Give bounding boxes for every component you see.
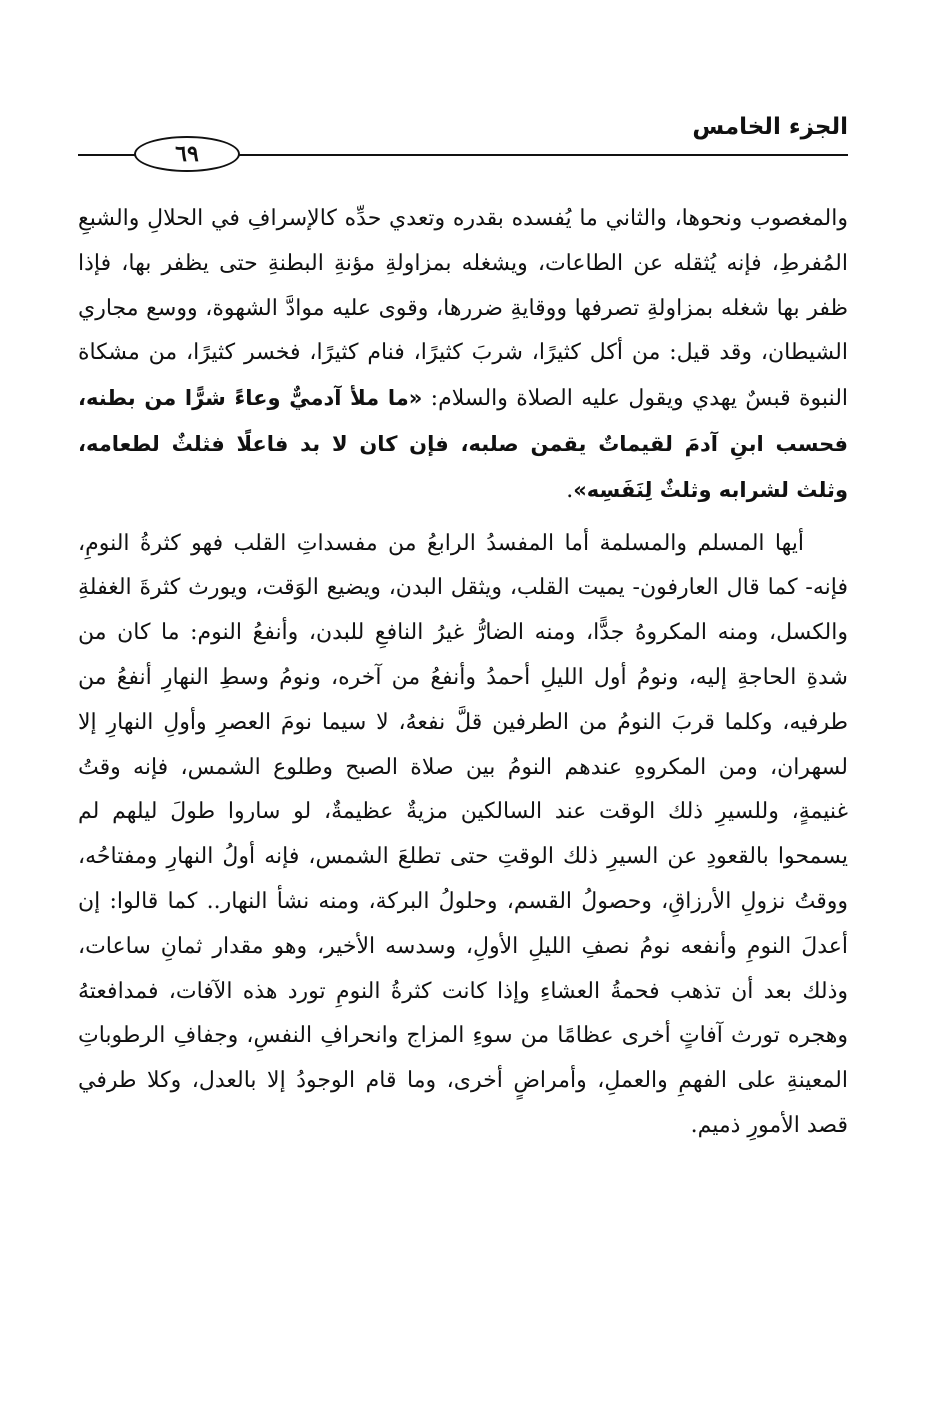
body-text [78,197,848,1149]
hadith-quote: «ما ملأ آدميٌّ وعاءً شرًّا من بطنه، فحسب ابنِ آدمَ لقيماتٌ يقمن صلبه، فإن كان لا بد فاعلًا فثلثٌ لطعامه، وثلث لشرابه وثلثٌ لِنَفَسِه» [78,386,848,502]
running-title: الجزء الخامس [692,114,848,140]
page-header [78,108,848,178]
page-number: ٦٩ [134,136,240,172]
paragraph-1 [78,197,848,514]
paragraph-2: أيها المسلم والمسلمة أما المفسدُ الرابعُ من مفسداتِ القلب فهو كثرةُ النومِ، فإنه- كما قال العارفون- يميت القلب، ويثقل البدن، ويضيع الوَقت، ويورث كثرةَ الغفلةِ والكسل، ومنه المكروهُ جدًّا، ومنه الضارُّ غيرُ النافعِ للبدن، وأنفعُ النوم: ما كان من شدةِ الحاجةِ إليه، ونومُ أول الليلِ أحمدُ وأنفعُ من آخره، ونومُ وسطِ النهارِ أنفعُ من طرفيه، وكلما قربَ النومُ من الطرفين قلَّ نفعهُ، لا سيما نومَ العصرِ وأولِ النهارِ إلا لسهران، ومن المكروهِ عندهم النومُ بين صلاة الصبح وطلوع الشمس، فإنه وقتُ غنيمةٍ، وللسيرِ ذلك الوقت عند السالكين مزيةٌ عظيمةٌ، لو ساروا طولَ ليلهم لم يسمحوا بالقعودِ عن السيرِ ذلك الوقتِ حتى تطلعَ الشمس، فإنه أولُ النهارِ ومفتاحُه، ووقتُ نزولِ الأرزاقِ، وحصولُ القسم، وحلولُ البركة، ومنه نشأ النهار.. كما قالوا: إن أعدلَ النومِ وأنفعه نومُ نصفِ الليلِ الأولِ، وسدسه الأخير، وهو مقدار ثمانِ ساعات، وذلك بعد أن تذهب فحمةُ العشاءِ وإذا كانت كثرةُ النومِ تورد هذه الآفات، فمدافعتهُ وهجره تورث آفاتٍ أخرى عظامًا من سوءِ المزاج وانحرافِ النفسِ، وجفافِ الرطوباتِ المعينةِ على الفهمِ والعملِ، وأمراضٍ أخرى، وما قام الوجودُ إلا بالعدل، وكلا طرفي قصد الأمورِ ذميم. [78,530,848,1138]
paragraph-1-end: . [566,477,574,503]
paragraph-1-intro: والمغصوب ونحوها، والثاني ما يُفسده بقدره وتعدي حدِّه كالإسرافِ في الحلالِ والشبعِ المُفرطِ، فإنه يُثقله عن الطاعات، ويشغله بمزاولةِ مؤنةِ البطنةِ حتى يظفر بها، فإذا ظفر بها شغله بمزاولةِ تصرفها ووقايةِ ضررها، وقوى عليه موادَّ الشهوة، ووسع مجاري الشيطان، وقد قيل: من أكل كثيرًا، شربَ كثيرًا، فنام كثيرًا، فخسر كثيرًا، من مشكاة النبوة قبسٌ يهدي ويقول عليه الصلاة والسلام: [78,206,849,412]
